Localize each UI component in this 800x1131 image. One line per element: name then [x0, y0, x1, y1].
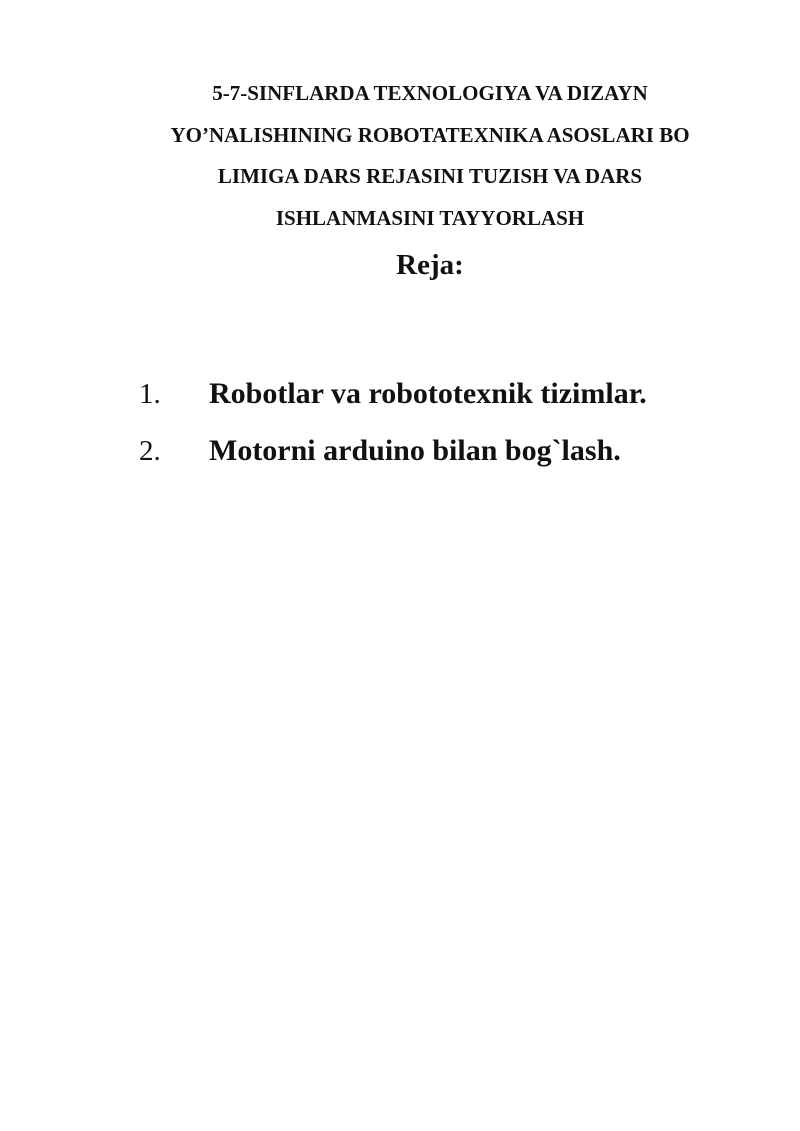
plan-list-item [0, 370, 800, 427]
plan-list [0, 370, 800, 484]
document-title [80, 73, 780, 239]
plan-heading: Reja: [396, 249, 464, 281]
title-line: LIMIGA DARS REJASINI TUZISH VA DARS [217, 164, 643, 188]
title-line: YO’NALISHINING ROBOTATEXNIKA ASOSLARI BO [170, 122, 690, 147]
title-line: ISHLANMASINI TAYYORLASH [275, 205, 585, 230]
title-line: 5-7-SINFLARDA TEXNOLOGIYA VA DIZAYN [212, 81, 648, 105]
plan-item-text: Motorni arduino bilan bog`lash. [209, 434, 621, 467]
plan-item-number: 1. [139, 378, 161, 410]
plan-list-item [0, 427, 800, 484]
plan-item-text: Robotlar va robototexnik tizimlar. [209, 377, 647, 410]
plan-item-number: 2. [139, 435, 161, 467]
